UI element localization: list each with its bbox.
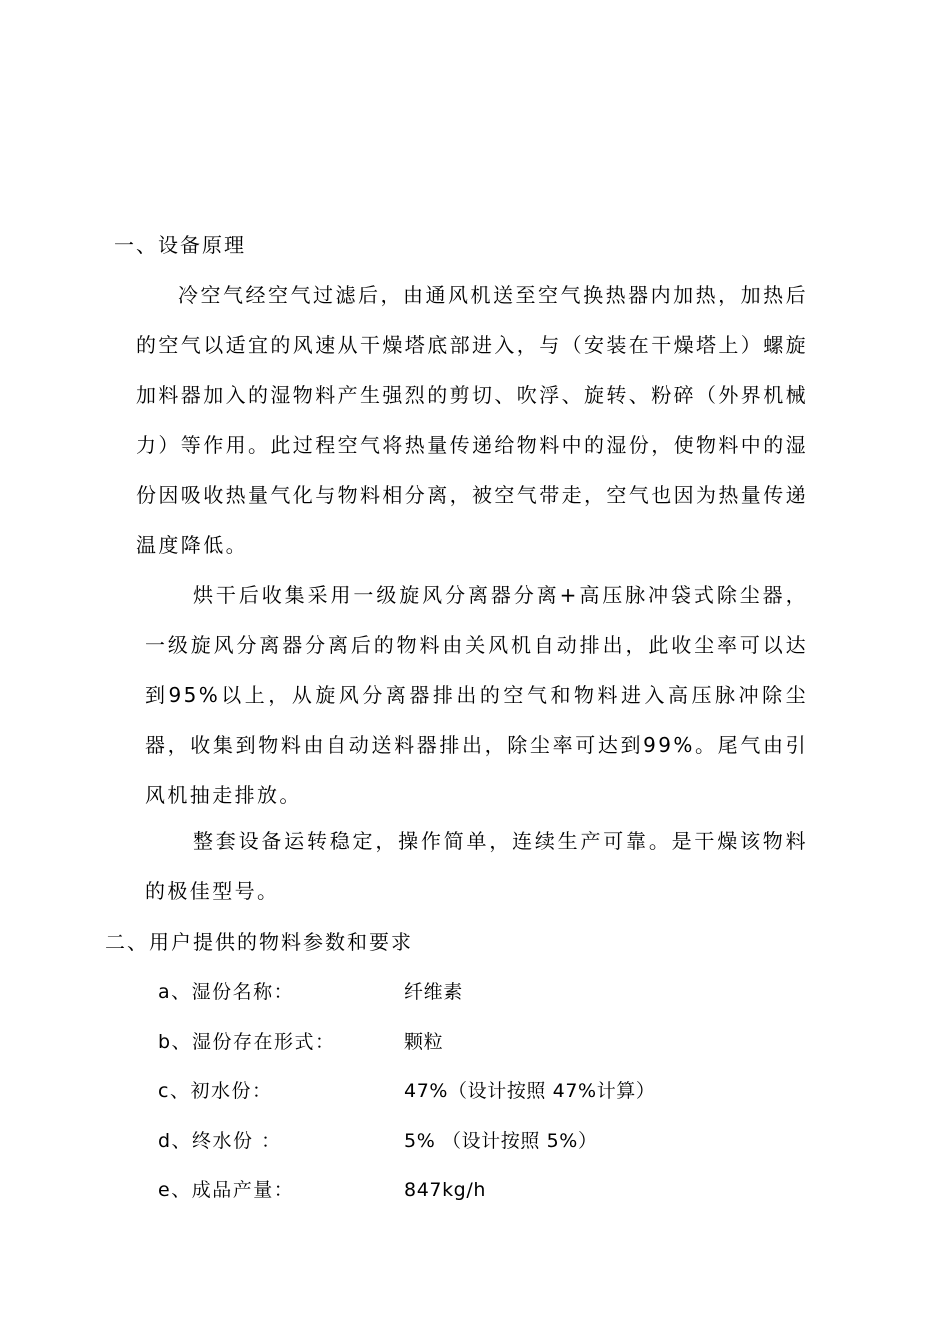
param-row-initial-moisture [158, 1067, 758, 1117]
param-label: c、初水份： [158, 1080, 273, 1102]
param-value: 847kg/h [404, 1179, 486, 1201]
param-row-moisture-form [158, 1018, 758, 1068]
param-value: 47%（设计按照 47%计算） [404, 1080, 656, 1102]
section-heading-equipment-principle: 一、设备原理 [114, 233, 246, 257]
paragraph-dust-collection: 烘干后收集采用一级旋风分离器分离+高压脉冲袋式除尘器，一级旋风分离器分离后的物料由关风机自动排出，此收尘率可以达到95%以上，从旋风分离器排出的空气和物料进入高压脉冲除尘器，收集到物料由自动送料器排出，除尘率可达到99%。尾气由引风机抽走排放。 [145, 583, 808, 807]
param-label: b、湿份存在形式： [158, 1030, 336, 1053]
param-label: e、成品产量： [158, 1179, 295, 1201]
param-value: 颗粒 [404, 1030, 444, 1053]
param-label: d、终水份 ： [158, 1129, 282, 1152]
section-heading-material-parameters: 二、用户提供的物料参数和要求 [105, 930, 413, 954]
param-value: 5% （设计按照 5%） [404, 1129, 598, 1152]
param-label: a、湿份名称： [158, 981, 295, 1003]
param-value: 纤维素 [404, 981, 463, 1003]
param-row-final-moisture [158, 1117, 758, 1167]
material-parameter-list [158, 968, 758, 1216]
param-row-moisture-name [158, 968, 758, 1018]
paragraph-summary: 整套设备运转稳定，操作简单，连续生产可靠。是干燥该物料的极佳型号。 [145, 829, 808, 903]
paragraph-principle-airflow: 冷空气经空气过滤后，由通风机送至空气换热器内加热，加热后的空气以适宜的风速从干燥塔底部进入，与（安装在干燥塔上）螺旋加料器加入的湿物料产生强烈的剪切、吹浮、旋转、粉碎（外界机械力）等作用。此过程空气将热量传递给物料中的湿份，使物料中的湿份因吸收热量气化与物料相分离，被空气带走，空气也因为热量传递温度降低。 [136, 283, 808, 557]
param-row-output [158, 1166, 758, 1216]
